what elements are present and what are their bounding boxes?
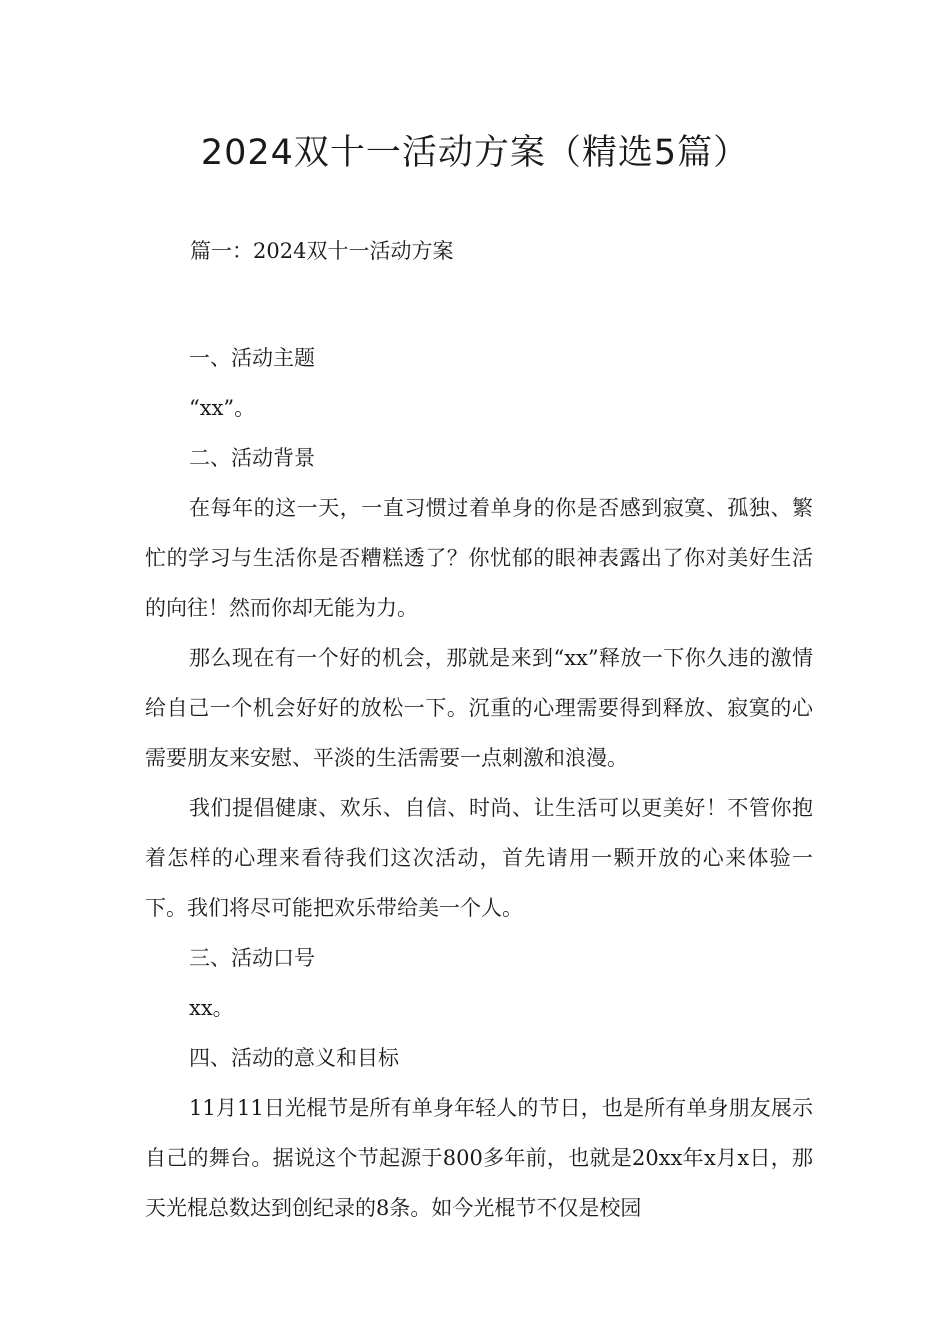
heading-slogan: 三、活动口号: [189, 946, 315, 970]
paragraph-theme: “xx”。: [189, 396, 256, 420]
paragraph-background-1: 在每年的这一天，一直习惯过着单身的你是否感到寂寞、孤独、繁忙的学习与生活你是否糟糕透了？你忧郁的眼神表露出了你对美好生活的向往！然而你却无能为力。: [145, 496, 813, 620]
paragraph-meaning: 11月11日光棍节是所有单身年轻人的节日，也是所有单身朋友展示自己的舞台。据说这个节起源于800多年前，也就是20xx年x月x日，那天光棍总数达到创纪录的8条。如今光棍节不仅是校园: [145, 1096, 813, 1220]
paragraph-slogan: xx。: [189, 996, 234, 1020]
document-body: [145, 333, 813, 1233]
section-subtitle: 篇一：2024双十一活动方案: [190, 239, 454, 263]
heading-meaning: 四、活动的意义和目标: [189, 1046, 399, 1070]
paragraph-background-3: 我们提倡健康、欢乐、自信、时尚、让生活可以更美好！不管你抱着怎样的心理来看待我们这次活动，首先请用一颗开放的心来体验一下。我们将尽可能把欢乐带给美一个人。: [145, 796, 813, 920]
document-title: 2024双十一活动方案（精选5篇）: [200, 133, 750, 173]
heading-theme: 一、活动主题: [189, 346, 315, 370]
paragraph-background-2: 那么现在有一个好的机会，那就是来到“xx”释放一下你久违的激情给自己一个机会好好的放松一下。沉重的心理需要得到释放、寂寞的心需要朋友来安慰、平淡的生活需要一点刺激和浪漫。: [145, 646, 813, 770]
heading-background: 二、活动背景: [189, 446, 315, 470]
